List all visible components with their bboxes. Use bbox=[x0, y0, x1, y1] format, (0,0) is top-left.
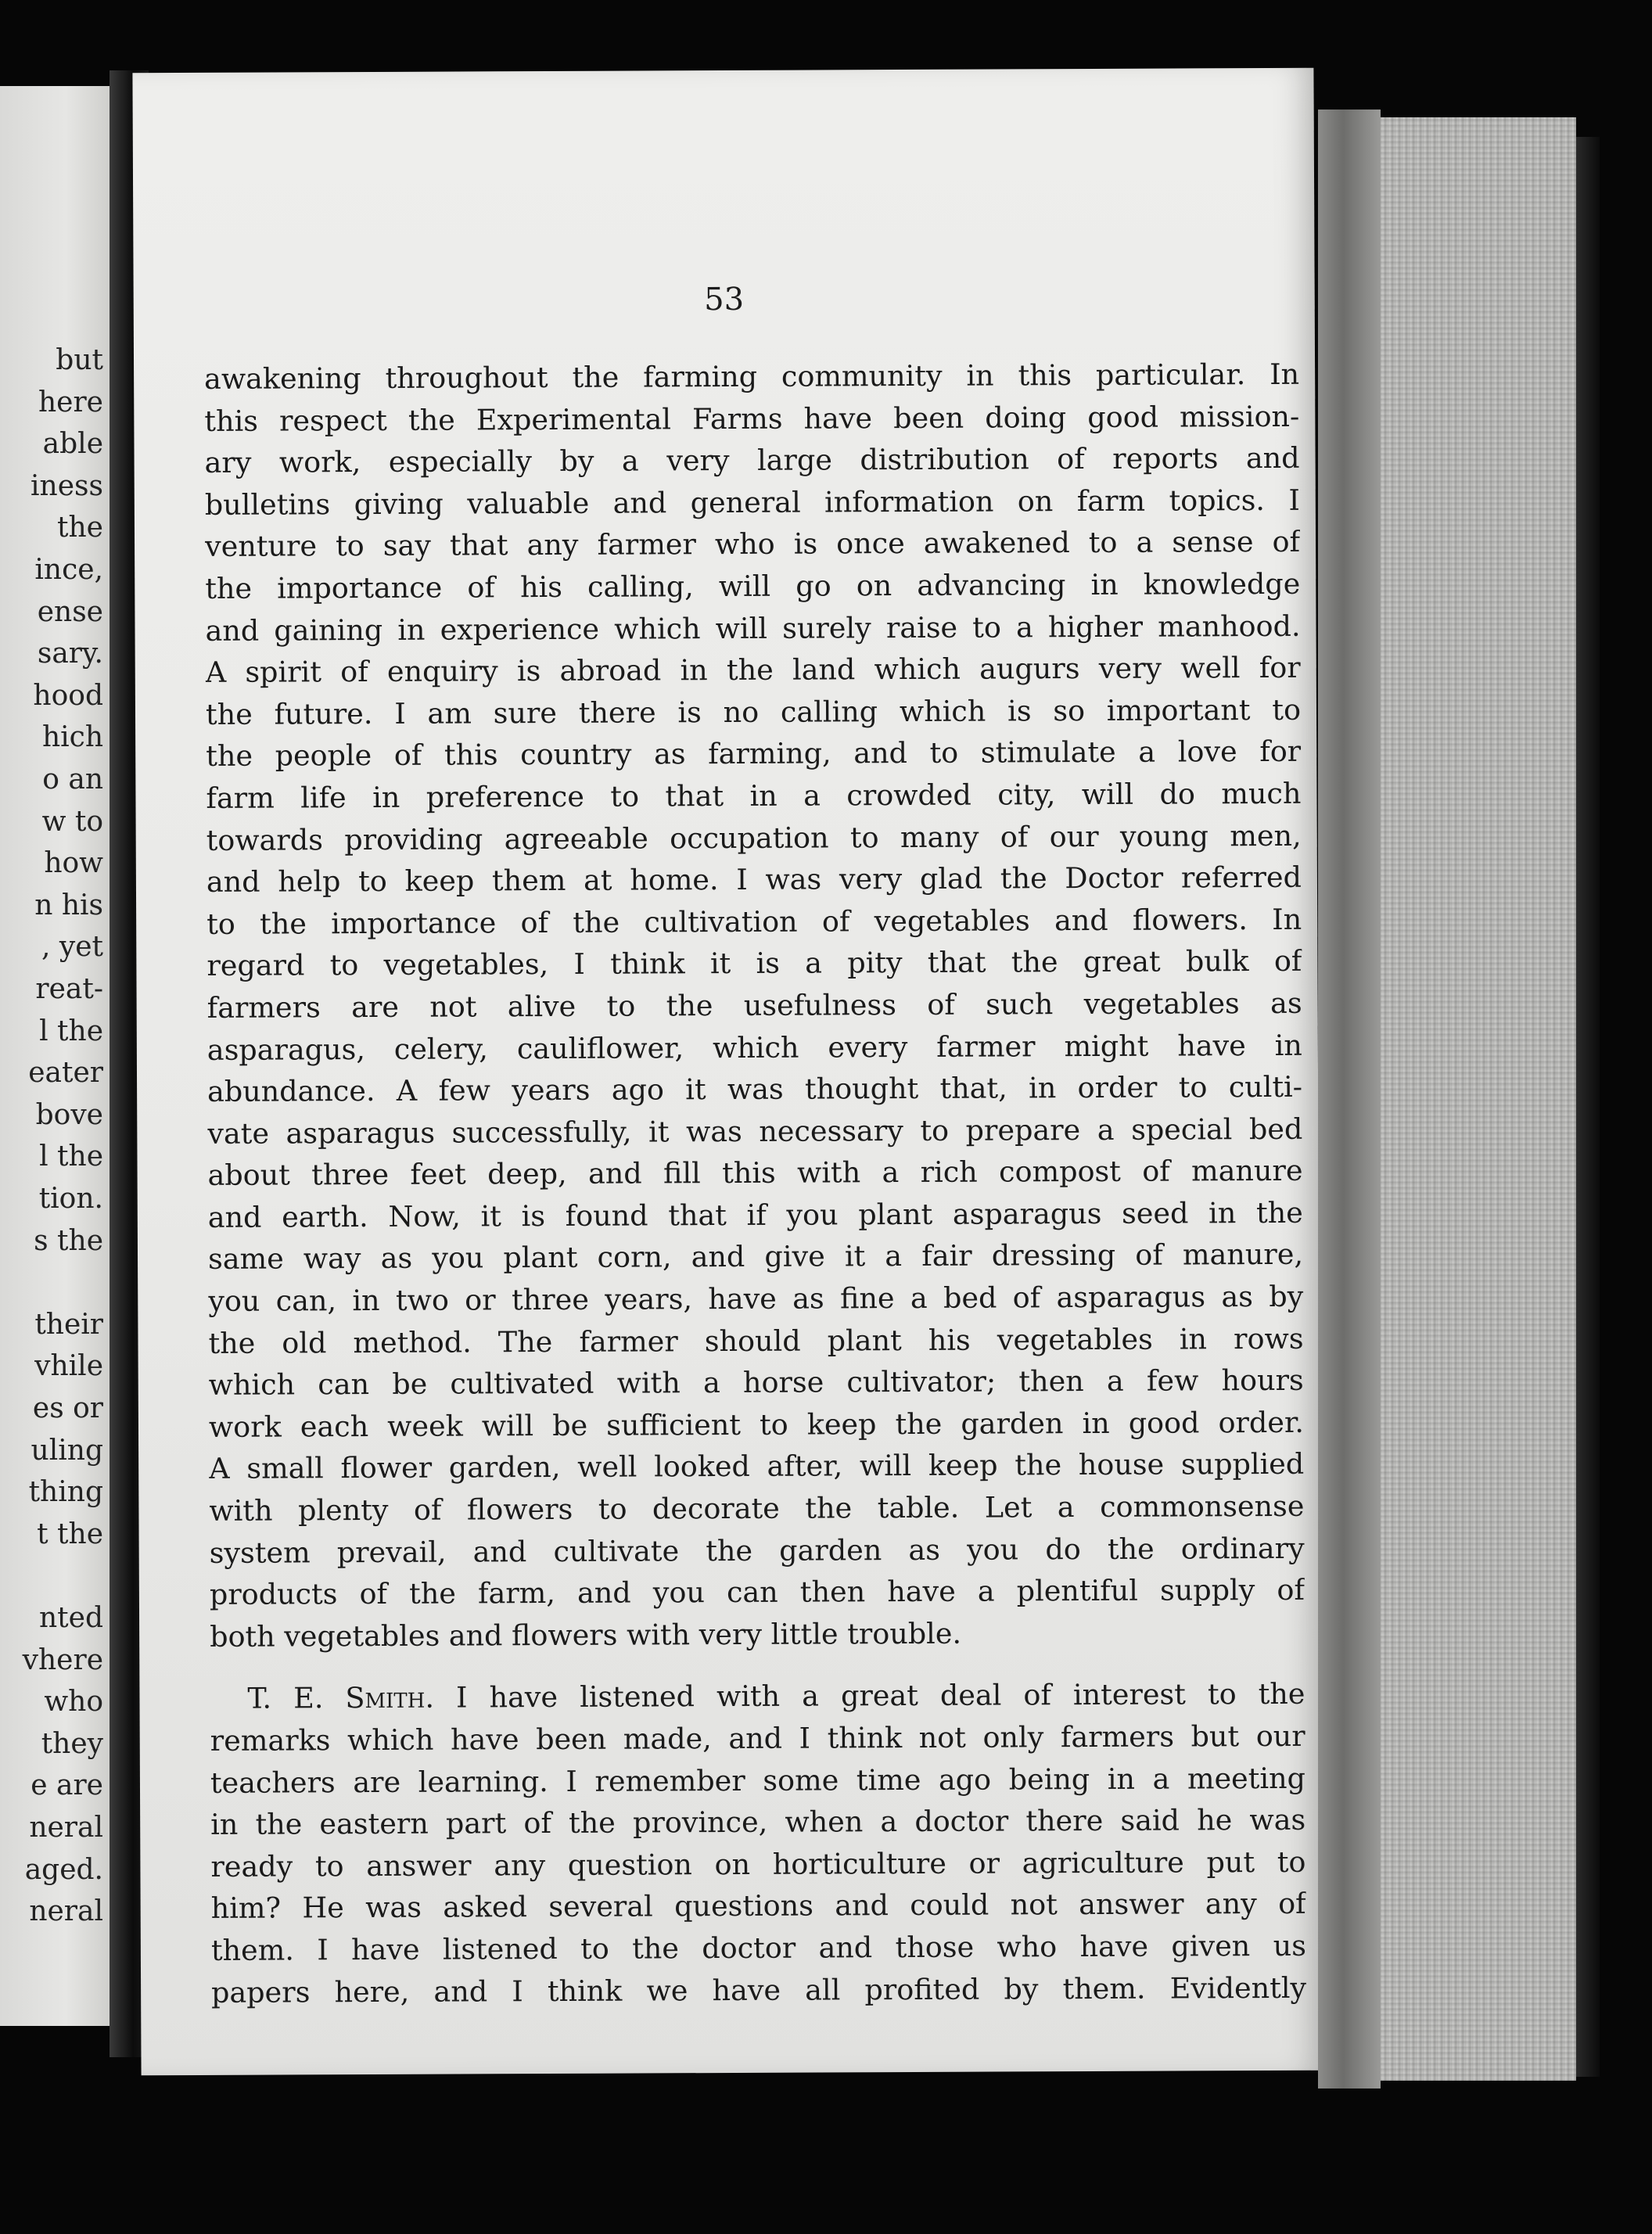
text-line: the people of this country as farming, and to stimulate a love for bbox=[206, 734, 1302, 774]
left-page-fragment: o an bbox=[42, 763, 103, 796]
page-number: 53 bbox=[704, 281, 745, 318]
text-line: farm life in preference to that in a crowded city, will do much bbox=[206, 776, 1302, 815]
left-page-fragment: l the bbox=[39, 1015, 103, 1047]
left-page-fragment: vhere bbox=[22, 1643, 103, 1676]
left-page-fragment: e are bbox=[31, 1769, 103, 1802]
text-line: ary work, especially by a very large distribution of reports and bbox=[204, 440, 1300, 480]
left-page-fragment: s the bbox=[34, 1224, 103, 1257]
left-page-fragment: thing bbox=[28, 1476, 103, 1509]
text-line: to the importance of the cultivation of vegetables and flowers. In bbox=[206, 902, 1302, 941]
text-line: bulletins giving valuable and general information on farm topics. I bbox=[204, 483, 1300, 522]
left-page-fragment: sary. bbox=[37, 638, 103, 670]
left-page-fragment: ense bbox=[37, 595, 103, 628]
text-line: the importance of his calling, will go on advancing in knowledge bbox=[205, 566, 1301, 605]
main-page bbox=[132, 68, 1322, 2076]
left-page-fragment: how bbox=[44, 847, 103, 880]
left-page-fragment: who bbox=[44, 1686, 103, 1719]
text-line: products of the farm, and you can then have a plentiful supply of bbox=[209, 1573, 1305, 1612]
left-page-fragment: their bbox=[34, 1308, 103, 1341]
text-line: vate asparagus successfully, it was necessary to prepare a special bed bbox=[207, 1112, 1303, 1151]
left-page-fragment: iness bbox=[31, 469, 103, 502]
text-line: you can, in two or three years, have as fine a bed of asparagus as by bbox=[208, 1279, 1304, 1318]
text-line: asparagus, celery, cauliflower, which every farmer might have in bbox=[206, 1028, 1302, 1067]
left-page-fragment: reat- bbox=[35, 973, 103, 1005]
left-page-fragment: able bbox=[42, 428, 103, 461]
text-line: them. I have listened to the doctor and those who have given us bbox=[210, 1928, 1306, 1967]
left-page-fragment: neral bbox=[29, 1895, 103, 1928]
text-line: him? He was asked several questions and could not answer any of bbox=[210, 1887, 1306, 1926]
text-line: about three feet deep, and fill this with a rich compost of manure bbox=[207, 1154, 1303, 1193]
text-line: this respect the Experimental Farms have been doing good mission- bbox=[204, 399, 1300, 438]
left-page-fragment: but bbox=[56, 344, 103, 376]
left-page-fragment: nted bbox=[38, 1602, 103, 1634]
text-line: in the eastern part of the province, when a doctor there said he was bbox=[210, 1802, 1306, 1842]
left-facing-page bbox=[0, 86, 110, 2026]
speaker-paragraph-first-line bbox=[210, 1673, 1305, 1720]
text-line: A small flower garden, well looked after, will keep the house supplied bbox=[209, 1447, 1305, 1486]
left-page-fragment: ince, bbox=[34, 554, 103, 586]
left-page-fragment: vhile bbox=[34, 1350, 103, 1383]
left-page-fragment: here bbox=[38, 386, 103, 418]
left-page-fragment: uling bbox=[31, 1434, 103, 1467]
text-line: abundance. A few years ago it was thought that, in order to culti- bbox=[207, 1069, 1303, 1108]
text-line: remarks which have been made, and I think not only farmers but our bbox=[210, 1719, 1305, 1758]
text-line: and earth. Now, it is found that if you plant asparagus seed in the bbox=[207, 1195, 1303, 1234]
left-page-fragment: aged. bbox=[24, 1853, 103, 1886]
text-line: papers here, and I think we have all profited by them. Evidently bbox=[211, 1970, 1307, 2010]
left-page-fragment: w to bbox=[41, 805, 103, 838]
page-block-edges bbox=[1381, 117, 1576, 2081]
left-page-fragment: l the bbox=[39, 1140, 103, 1173]
left-page-fragment: the bbox=[57, 512, 103, 544]
text-line: the future. I am sure there is no calling which is so important to bbox=[205, 692, 1302, 731]
left-page-fragment: neral bbox=[29, 1812, 103, 1844]
text-line: ready to answer any question on horticulture or agriculture put to bbox=[210, 1844, 1306, 1884]
left-page-fragment: t the bbox=[37, 1517, 103, 1550]
text-line: same way as you plant corn, and give it a fair dressing of manure, bbox=[207, 1237, 1304, 1277]
speaker-first-line-text: I have listened with a great deal of interest to the bbox=[433, 1677, 1305, 1715]
left-page-fragment: bove bbox=[35, 1098, 103, 1131]
left-page-fragment: hood bbox=[33, 679, 103, 712]
left-page-fragment: n his bbox=[34, 889, 103, 921]
text-line: system prevail, and cultivate the garden as you do the ordinary bbox=[209, 1531, 1305, 1570]
left-page-fragment: tion. bbox=[38, 1183, 103, 1215]
text-line: towards providing agreeable occupation to many of our young men, bbox=[206, 818, 1302, 857]
text-line: teachers are learning. I remember some time ago being in a meeting bbox=[210, 1761, 1306, 1800]
page-body-text bbox=[204, 354, 1306, 2013]
left-page-fragment: they bbox=[41, 1727, 103, 1760]
text-line: venture to say that any farmer who is once awakened to a sense of bbox=[204, 525, 1301, 564]
left-page-fragment: es or bbox=[32, 1392, 103, 1424]
left-page-fragment: hich bbox=[41, 721, 103, 754]
page-edge-shadow bbox=[1318, 110, 1381, 2089]
left-page-fragment: eater bbox=[28, 1057, 103, 1090]
speaker-name: T. E. Smith. bbox=[247, 1681, 435, 1716]
text-line: awakening throughout the farming community in this particular. In bbox=[204, 357, 1300, 396]
text-line: regard to vegetables, I think it is a pity that the great bulk of bbox=[206, 944, 1302, 983]
text-line: work each week will be sufficient to keep the garden in good order. bbox=[208, 1405, 1305, 1444]
text-line: farmers are not alive to the usefulness of such vegetables as bbox=[206, 986, 1302, 1025]
text-line: A spirit of enquiry is abroad in the land which augurs very well for bbox=[205, 650, 1301, 690]
text-line: with plenty of flowers to decorate the table. Let a commonsense bbox=[209, 1489, 1305, 1528]
text-line: and help to keep them at home. I was very glad the Doctor referred bbox=[206, 860, 1302, 900]
text-line: both vegetables and flowers with very little trouble. bbox=[210, 1616, 962, 1654]
text-line: which can be cultivated with a horse cultivator; then a few hours bbox=[208, 1363, 1304, 1403]
left-page-fragment: , yet bbox=[41, 931, 103, 964]
book-cover-edge bbox=[1576, 137, 1600, 2077]
text-line: and gaining in experience which will surely raise to a higher manhood. bbox=[205, 609, 1301, 648]
text-line: the old method. The farmer should plant his vegetables in rows bbox=[208, 1321, 1304, 1360]
